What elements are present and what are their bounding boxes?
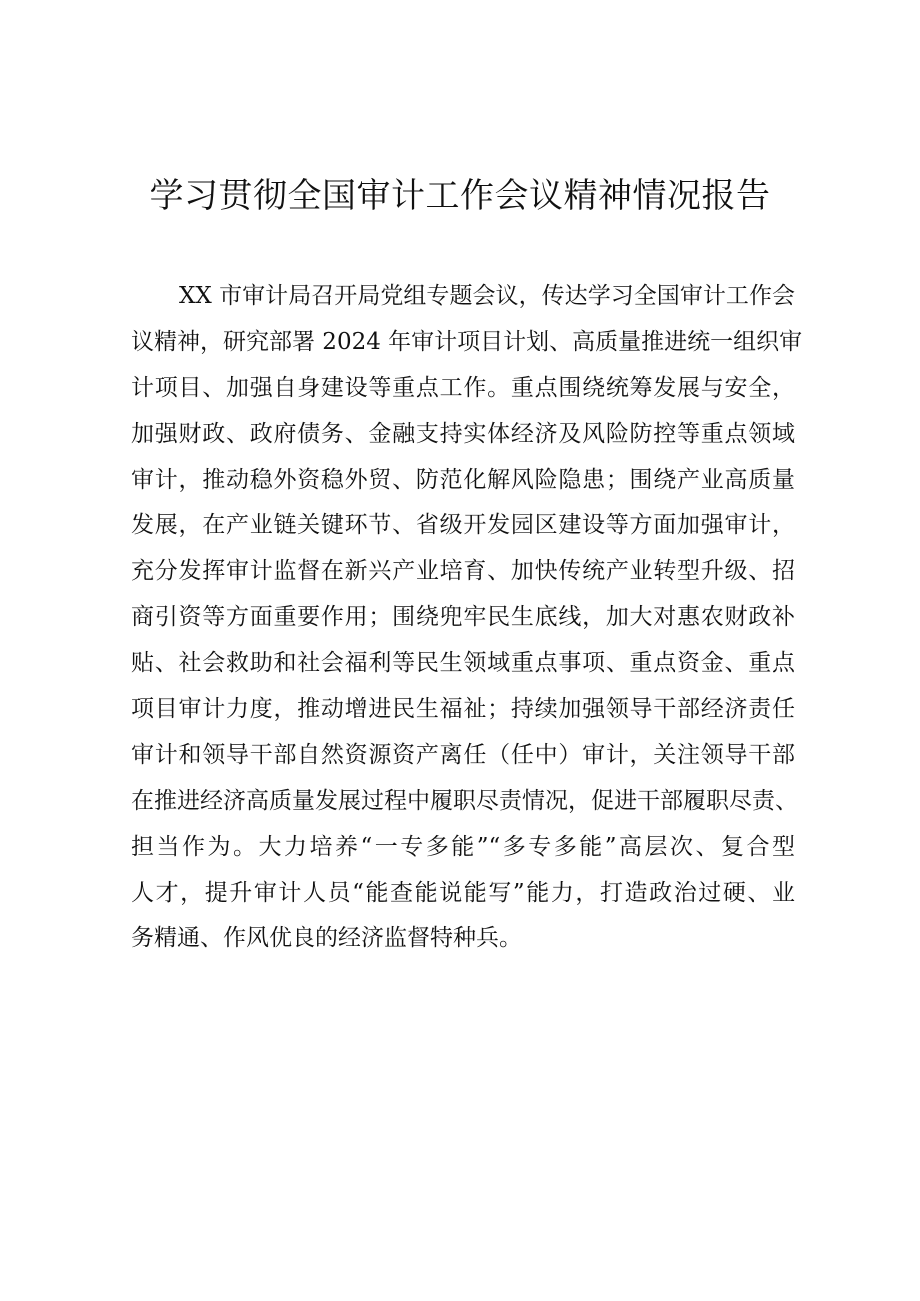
paragraph-line: XX 市审计局召开局党组专题会议，传达学习全国审计工作会 bbox=[179, 283, 795, 309]
report-paragraph bbox=[131, 274, 803, 962]
paragraph-line: 项目审计力度，推动增进民生福祉；持续加强领导干部经济责任 bbox=[131, 696, 795, 723]
document-title: 学习贯彻全国审计工作会议精神情况报告 bbox=[149, 176, 771, 216]
paragraph-line: 发展，在产业链关键环节、省级开发园区建设等方面加强审计， bbox=[131, 512, 795, 539]
paragraph-line: 充分发挥审计监督在新兴产业培育、加快传统产业转型升级、招 bbox=[131, 558, 795, 585]
paragraph-line: 务精通、作风优良的经济监督特种兵。 bbox=[131, 925, 522, 952]
paragraph-line: 贴、社会救助和社会福利等民生领域重点事项、重点资金、重点 bbox=[131, 650, 795, 677]
paragraph-line: 加强财政、政府债务、金融支持实体经济及风险防控等重点领域 bbox=[131, 420, 795, 447]
paragraph-line: 计项目、加强自身建设等重点工作。重点围绕统筹发展与安全， bbox=[131, 374, 795, 401]
paragraph-line: 商引资等方面重要作用；围绕兜牢民生底线，加大对惠农财政补 bbox=[131, 604, 795, 631]
paragraph-line: 人才，提升审计人员“能查能说能写”能力，打造政治过硬、业 bbox=[131, 879, 795, 906]
paragraph-line: 审计和领导干部自然资源资产离任（任中）审计，关注领导干部 bbox=[131, 741, 795, 768]
paragraph-line: 担当作为。大力培养“一专多能”“多专多能”高层次、复合型 bbox=[131, 833, 795, 860]
paragraph-line: 审计，推动稳外资稳外贸、防范化解风险隐患；围绕产业高质量 bbox=[131, 466, 795, 493]
paragraph-line: 议精神，研究部署 2024 年审计项目计划、高质量推进统一组织审 bbox=[131, 328, 803, 355]
paragraph-line: 在推进经济高质量发展过程中履职尽责情况，促进干部履职尽责、 bbox=[131, 787, 798, 814]
